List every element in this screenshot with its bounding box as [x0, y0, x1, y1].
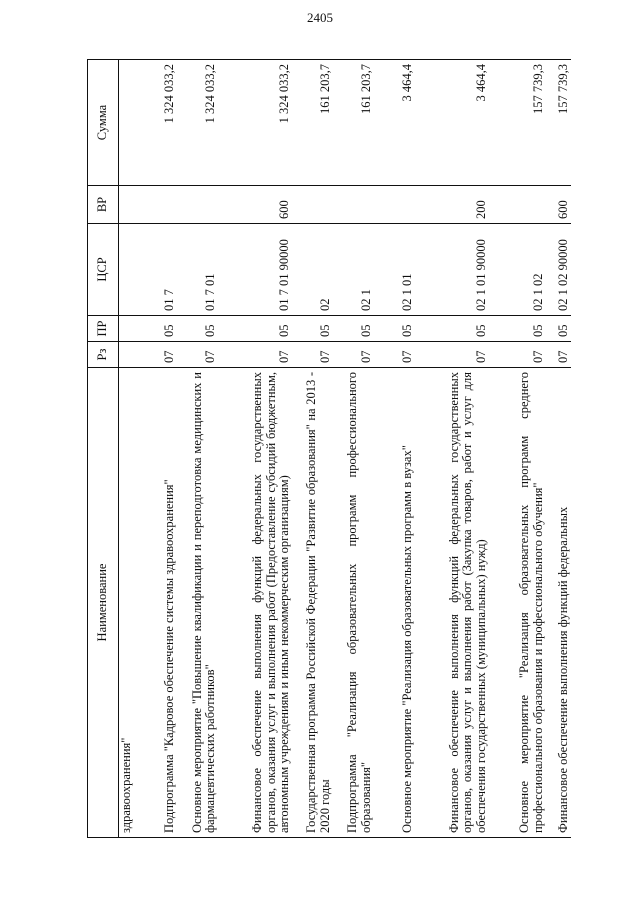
- row-name: Финансовое обеспечение выполнения функций федеральных государственных органов, оказания услуг и выполнения работ (Закупка товаров, работ и услуг для обеспечения государственных (муниципальных) нужд): [415, 368, 489, 838]
- table-row: [374, 60, 415, 838]
- row-rz: 07: [137, 342, 178, 368]
- row-vr: [374, 186, 415, 224]
- row-vr: [333, 186, 374, 224]
- budget-table: [87, 59, 571, 838]
- row-rz: 07: [178, 342, 219, 368]
- header-vr: ВР: [88, 186, 119, 224]
- table-header-row: [88, 60, 119, 838]
- row-csr: 02 1 01: [374, 224, 415, 316]
- row-name: Финансовое обеспечение выполнения функций федеральных: [546, 368, 571, 838]
- table-row: [415, 60, 489, 838]
- row-csr: 02: [293, 224, 334, 316]
- row-vr: 600: [219, 186, 293, 224]
- row-name: здравоохранения": [119, 368, 137, 838]
- row-sum: 161 203,7: [293, 60, 334, 186]
- row-sum: 3 464,4: [415, 60, 489, 186]
- row-vr: [137, 186, 178, 224]
- row-rz: 07: [546, 342, 571, 368]
- header-csr: ЦСР: [88, 224, 119, 316]
- row-sum: 1 324 033,2: [219, 60, 293, 186]
- row-csr: 02 1 02: [489, 224, 546, 316]
- header-rz: Рз: [88, 342, 119, 368]
- table-row: [546, 60, 571, 838]
- table-row: [293, 60, 334, 838]
- row-sum: [119, 60, 137, 186]
- row-pr: [119, 316, 137, 342]
- row-rz: 07: [333, 342, 374, 368]
- row-csr: 02 1 02 90000: [546, 224, 571, 316]
- row-csr: 01 7 01: [178, 224, 219, 316]
- row-pr: 05: [293, 316, 334, 342]
- row-pr: 05: [374, 316, 415, 342]
- row-vr: [489, 186, 546, 224]
- row-name: Основное мероприятие "Реализация образовательных программ в вузах": [374, 368, 415, 838]
- row-csr: 01 7 01 90000: [219, 224, 293, 316]
- row-rz: 07: [415, 342, 489, 368]
- header-pr: ПР: [88, 316, 119, 342]
- row-name: Основное мероприятие "Повышение квалификации и переподготовка медицинских и фармацевтических работников": [178, 368, 219, 838]
- row-name: Подпрограмма "Реализация образовательных программ профессионального образования": [333, 368, 374, 838]
- row-name: Финансовое обеспечение выполнения функций федеральных государственных органов, оказания услуг и выполнения работ (Предоставление субсидий бюджетным, автономным учреждениям и иным некоммерческим организациям): [219, 368, 293, 838]
- row-sum: 157 739,3: [546, 60, 571, 186]
- row-rz: [119, 342, 137, 368]
- table-row: [219, 60, 293, 838]
- row-pr: 05: [333, 316, 374, 342]
- row-name: Основное мероприятие "Реализация образовательных программ среднего профессионального образования и профессионального обучения": [489, 368, 546, 838]
- row-pr: 05: [219, 316, 293, 342]
- row-sum: 1 324 033,2: [137, 60, 178, 186]
- page-number: 2405: [307, 10, 333, 25]
- row-sum: 3 464,4: [374, 60, 415, 186]
- row-vr: 200: [415, 186, 489, 224]
- row-pr: 05: [415, 316, 489, 342]
- row-vr: [119, 186, 137, 224]
- row-csr: 02 1 01 90000: [415, 224, 489, 316]
- row-rz: 07: [374, 342, 415, 368]
- row-pr: 05: [546, 316, 571, 342]
- header-name: Наименование: [88, 368, 119, 838]
- row-name: Подпрограмма "Кадровое обеспечение системы здравоохранения": [137, 368, 178, 838]
- table-row: [178, 60, 219, 838]
- table-row: [333, 60, 374, 838]
- row-rz: 07: [293, 342, 334, 368]
- row-sum: 157 739,3: [489, 60, 546, 186]
- row-rz: 07: [489, 342, 546, 368]
- header-sum: Сумма: [88, 60, 119, 186]
- row-csr: 02 1: [333, 224, 374, 316]
- row-rz: 07: [219, 342, 293, 368]
- row-vr: 600: [546, 186, 571, 224]
- row-csr: 01 7: [137, 224, 178, 316]
- table-row: [137, 60, 178, 838]
- row-csr: [119, 224, 137, 316]
- row-sum: 1 324 033,2: [178, 60, 219, 186]
- row-pr: 05: [489, 316, 546, 342]
- row-vr: [293, 186, 334, 224]
- table-row: [119, 60, 137, 838]
- table-row: [489, 60, 546, 838]
- budget-table-sheet: [87, 60, 571, 838]
- row-sum: 161 203,7: [333, 60, 374, 186]
- row-vr: [178, 186, 219, 224]
- row-name: Государственная программа Российской Федерации "Развитие образования" на 2013 - 2020 годы: [293, 368, 334, 838]
- row-pr: 05: [178, 316, 219, 342]
- row-pr: 05: [137, 316, 178, 342]
